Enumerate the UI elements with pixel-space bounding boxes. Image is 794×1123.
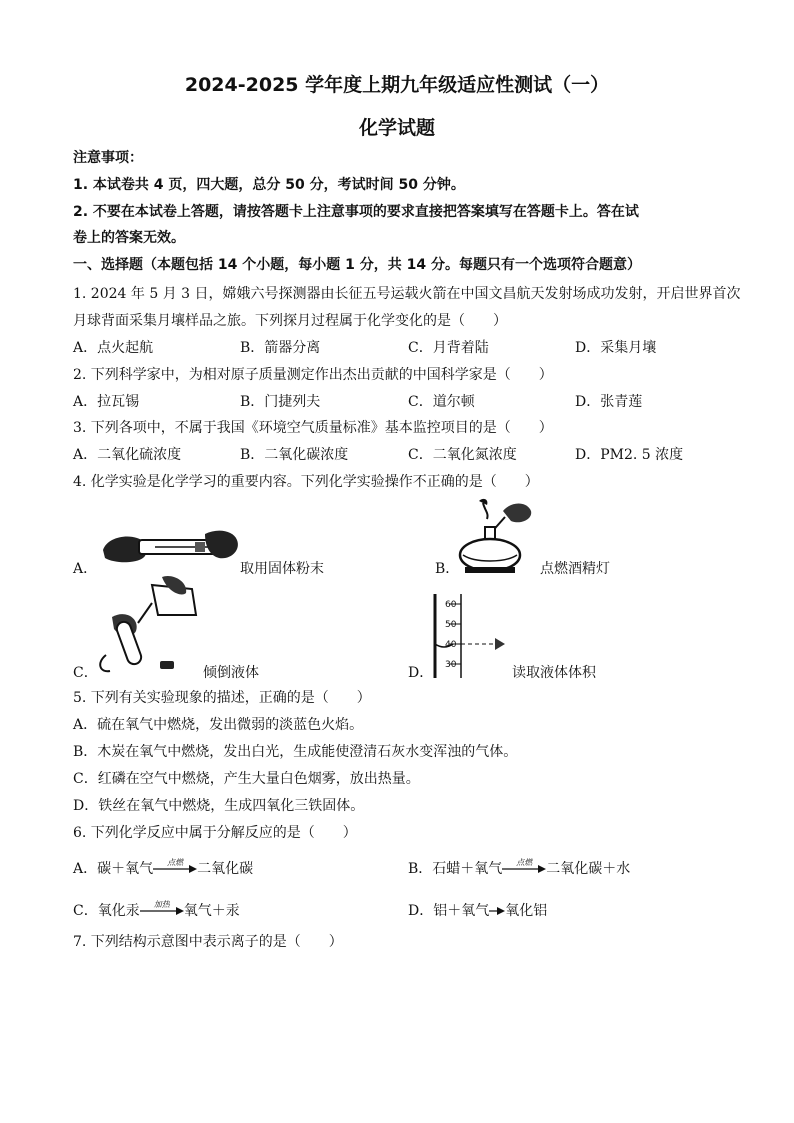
q6-d-products: 氧化铝 — [505, 903, 548, 919]
q5-option-c: C．红磷在空气中燃烧，产生大量白色烟雾，放出热量。 — [73, 771, 420, 787]
q6-b-reactants: B．石蜡＋氧气 — [408, 861, 503, 877]
q4-caption-d: 读取液体体积 — [512, 665, 596, 681]
q6-c-condition: 加热 — [153, 900, 170, 909]
notice-item-1: 1. 本试卷共 4 页，四大题，总分 50 分，考试时间 50 分钟。 — [73, 177, 465, 193]
q3-stem: 3. 下列各项中，不属于我国《环境空气质量标准》基本监控项目的是（ ） — [73, 420, 553, 436]
q6-b-products: 二氧化碳＋水 — [546, 861, 631, 877]
q2-option-d: D．张青莲 — [575, 394, 643, 410]
section-heading: 一、选择题（本题包括 14 个小题，每小题 1 分，共 14 分。每题只有一个选项符合题意） — [73, 257, 641, 273]
figure-d-graduated-cylinder — [425, 592, 515, 680]
cylinder-tick-50: 50 — [445, 620, 457, 630]
q5-option-d: D．铁丝在氧气中燃烧，生成四氧化三铁固体。 — [73, 798, 365, 814]
figure-c-pouring-liquid — [92, 575, 212, 675]
q3-option-b: B．二氧化碳浓度 — [240, 447, 349, 463]
notice-item-2a: 2. 不要在本试卷上答题，请按答题卡上注意事项的要求直接把答案填写在答题卡上。答在试 — [73, 204, 639, 220]
q6-option-b — [408, 859, 630, 879]
reaction-arrow-icon — [489, 904, 505, 918]
figure-b-alcohol-lamp — [455, 497, 535, 577]
q6-a-products: 二氧化碳 — [197, 861, 254, 877]
q2-option-c: C．道尔顿 — [408, 394, 475, 410]
q1-option-d: D．采集月壤 — [575, 340, 657, 356]
page-subtitle: 化学试题 — [358, 117, 435, 139]
cylinder-tick-30: 30 — [445, 660, 457, 670]
q3-option-c: C．二氧化氮浓度 — [408, 447, 517, 463]
q6-c-reactants: C．氧化汞 — [73, 903, 140, 919]
q6-a-condition: 点燃 — [167, 858, 184, 867]
q4-stem: 4. 化学实验是化学学习的重要内容。下列化学实验操作不正确的是（ ） — [73, 474, 539, 490]
q6-stem: 6. 下列化学反应中属于分解反应的是（ ） — [73, 825, 357, 841]
page-title: 2024-2025 学年度上期九年级适应性测试（一） — [184, 74, 610, 96]
q3-option-d: D．PM2. 5 浓度 — [575, 447, 684, 463]
cylinder-tick-60: 60 — [445, 600, 457, 610]
q6-d-reactants: D．铝＋氧气 — [408, 903, 490, 919]
q1-option-a: A．点火起航 — [73, 340, 154, 356]
cylinder-tick-40: 40 — [445, 640, 457, 650]
q4-caption-c: 倾倒液体 — [203, 665, 259, 681]
q6-a-reactants: A．碳＋氧气 — [73, 861, 154, 877]
q1-option-b: B．箭器分离 — [240, 340, 321, 356]
q4-caption-a: 取用固体粉末 — [240, 561, 324, 577]
q4-caption-b: 点燃酒精灯 — [540, 561, 610, 577]
q2-option-a: A．拉瓦锡 — [73, 394, 140, 410]
q7-stem: 7. 下列结构示意图中表示离子的是（ ） — [73, 934, 343, 950]
q4-label-c: C． — [73, 665, 98, 681]
q1-option-c: C．月背着陆 — [408, 340, 489, 356]
q3-option-a: A．二氧化硫浓度 — [73, 447, 182, 463]
q6-option-a — [73, 859, 253, 879]
figure-a-solid-powder — [95, 520, 245, 572]
q5-option-b: B．木炭在氧气中燃烧，发出白光，生成能使澄清石灰水变浑浊的气体。 — [73, 744, 518, 760]
q5-option-a: A．硫在氧气中燃烧，发出微弱的淡蓝色火焰。 — [73, 717, 364, 733]
notice-item-2b: 卷上的答案无效。 — [73, 230, 185, 246]
q2-stem: 2. 下列科学家中，为相对原子质量测定作出杰出贡献的中国科学家是（ ） — [73, 367, 553, 383]
q6-c-products: 氧气＋汞 — [183, 903, 240, 919]
reaction-arrow-icon — [502, 858, 546, 876]
q6-b-condition: 点燃 — [516, 858, 533, 867]
reaction-arrow-icon — [153, 858, 197, 876]
q4-label-b: B． — [435, 561, 460, 577]
q1-stem-b: 月球背面采集月壤样品之旅。下列探月过程属于化学变化的是（ ） — [73, 313, 507, 329]
q6-option-d — [408, 901, 547, 921]
notice-heading: 注意事项： — [73, 150, 143, 166]
q4-label-a: A． — [73, 561, 98, 577]
q1-stem-a: 1. 2024 年 5 月 3 日，嫦娥六号探测器由长征五号运载火箭在中国文昌航天发射场成功发射，开启世界首次 — [73, 286, 741, 302]
reaction-arrow-icon — [140, 900, 184, 918]
q4-label-d: D． — [408, 665, 434, 681]
q2-option-b: B．门捷列夫 — [240, 394, 321, 410]
q6-option-c — [73, 901, 240, 921]
q5-stem: 5. 下列有关实验现象的描述，正确的是（ ） — [73, 690, 371, 706]
